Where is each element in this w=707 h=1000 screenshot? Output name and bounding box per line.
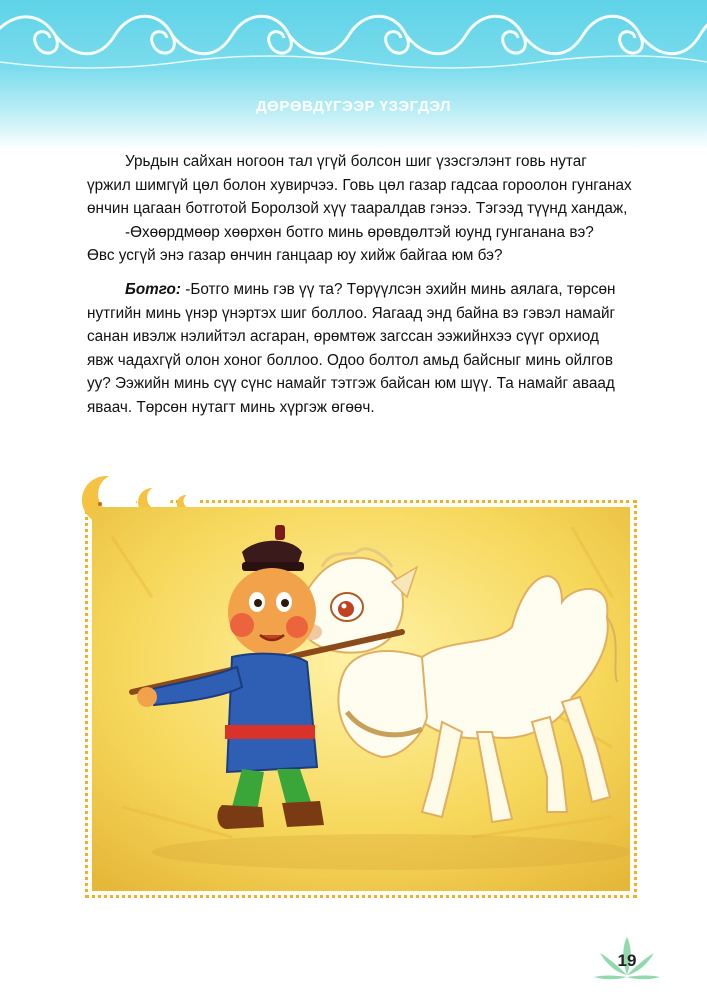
- dialogue-text: -Ботго минь гэв үү та? Төрүүлсэн эхийн минь аялага, төрсөн: [181, 281, 616, 298]
- text-line: -Өхөөрдмөөр хөөрхөн ботго минь өрөвдөлтэй юунд гунганана вэ?: [125, 223, 594, 241]
- text-line: үржил шимгүй цөл болон хувирчээ. Говь цөл газар гадсаа гороолон гунганах: [87, 176, 632, 194]
- story-illustration: [92, 507, 630, 891]
- page-number: 19: [617, 951, 637, 970]
- text-line: явж чадахгүй олон хоног боллоо. Одоо болтол амьд байсныг минь ойлгов: [87, 351, 613, 369]
- text-line: уу? Ээжийн минь сүү сүнс намайг тэтгэж байсан юм шүү. Та намайг аваад: [87, 375, 615, 392]
- text-line: нутгийн минь үнэр үнэртэх шиг боллоо. Яагаад энд байна вэ гэвэл намайг: [87, 304, 616, 322]
- header-swirl-ornament: [0, 0, 707, 72]
- text-line: Өвс усгүй энэ газар өнчин ганцаар юу хийж байгаа юм бэ?: [87, 247, 503, 264]
- boy-and-camel-picture: [92, 507, 630, 891]
- dialogue-first-line: [87, 278, 635, 302]
- text-line: яваач. Төрсөн нутагт минь хүргэж өгөөч.: [87, 398, 375, 416]
- text-line: Урьдын сайхан ногоон тал үгүй болсон шиг үзэсгэлэнт говь нутаг: [125, 153, 587, 170]
- narrative-paragraph: [87, 150, 635, 268]
- text-line: өнчин цагаан ботготой Боролзой хүү тааралдав гэнээ. Тэгээд түүнд хандаж,: [87, 200, 628, 217]
- speaker-name: Ботго:: [125, 281, 181, 298]
- dialogue-paragraph: [87, 278, 635, 419]
- chapter-title: ДӨРӨВДҮГЭЭР ҮЗЭГДЭЛ: [255, 98, 452, 115]
- text-line: санан ивэлж нэлийтэл асгаран, өрөмтөж загссан ээжийнхээ сүүг орхиод: [87, 328, 599, 345]
